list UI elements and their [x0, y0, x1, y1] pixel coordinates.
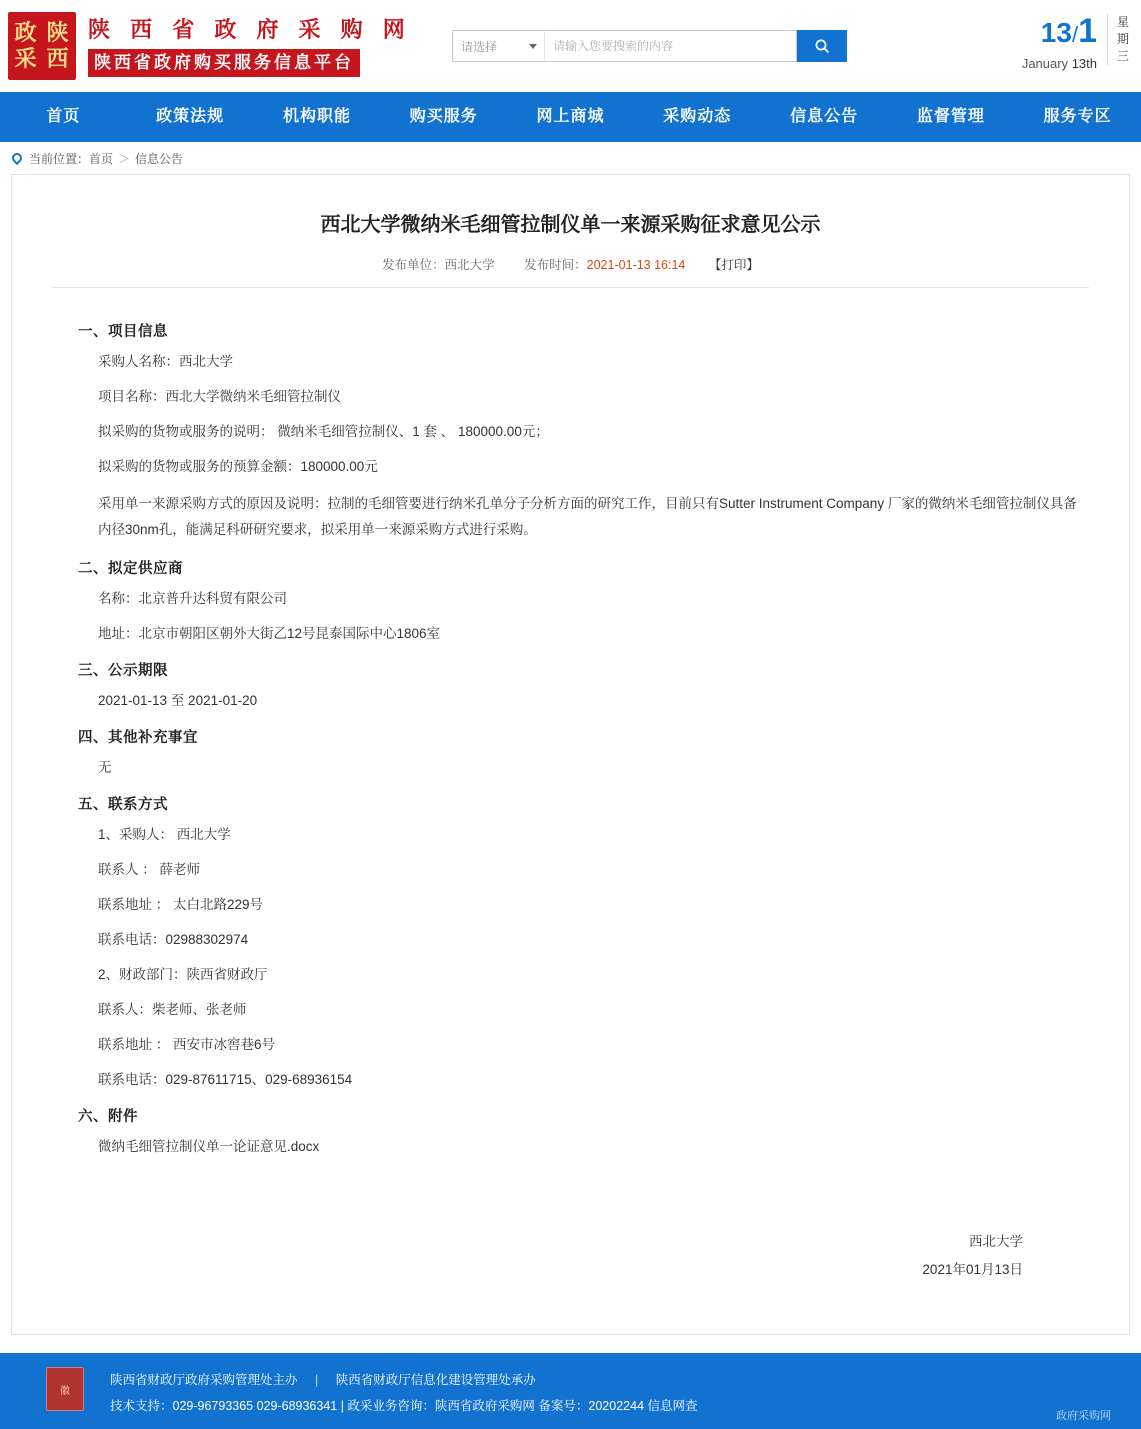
chevron-down-icon — [529, 44, 537, 49]
publish-time-label: 发布时间： — [524, 258, 587, 272]
logo-text — [88, 15, 412, 77]
footer-line-2: 技术支持：029-96793365 029-68936341 | 政采业务咨询：陕西省政府采购网 备案号：20202244 信息网查 — [110, 1399, 698, 1413]
nav-item-policy[interactable]: 政策法规 — [156, 108, 225, 125]
section-5-para-7: 联系地址 ： 西安市冰窖巷6号 — [98, 1037, 276, 1052]
breadcrumb-home-link[interactable]: 首页 — [89, 151, 114, 166]
publish-time-value: 2021-01-13 16:14 — [586, 258, 686, 272]
section-5-para-4: 联系电话：02988302974 — [98, 932, 249, 947]
date-sub — [1022, 54, 1097, 74]
attachment-link[interactable]: 微纳毛细管拉制仪单一论证意见.docx — [98, 1139, 320, 1154]
footer-line-1 — [110, 1367, 1141, 1393]
nav-item-purchase-service[interactable]: 购买服务 — [409, 108, 478, 125]
breadcrumb — [0, 142, 1141, 174]
section-5-para-5: 2、财政部门：陕西省财政厅 — [98, 967, 268, 982]
date-month-num: 1 — [1078, 12, 1097, 50]
breadcrumb-current: 信息公告 — [135, 151, 184, 166]
section-1-para-3: 拟采购的货物或服务的说明： 微纳米毛细管拉制仪、1 套 、 180000.00元； — [98, 424, 549, 439]
logo-badge-char-3: 采 — [14, 46, 38, 71]
nav-item-supervision[interactable]: 监督管理 — [916, 108, 985, 125]
search-icon — [814, 38, 830, 54]
section-1-para-4: 拟采购的货物或服务的预算金额：180000.00元 — [98, 459, 378, 474]
date-weekday: 星 期 三 — [1107, 14, 1127, 65]
section-heading-5: 五、联系方式 — [78, 797, 168, 813]
logo-badge-char-2: 陕 — [46, 20, 70, 45]
search-input[interactable] — [544, 30, 797, 62]
section-1-para-5: 采用单一来源采购方式的原因及说明：拉制的毛细管要进行纳米孔单分子分析方面的研究工作，目前只有Sutter Instrument Company 厂家的微纳米毛细管拉制仪具备内径30nm孔，能满足科研研究要求，拟采用单一来源采购方式进行采购。 — [98, 496, 1077, 537]
date-main — [1022, 14, 1097, 74]
signature-org: 西北大学 — [969, 1234, 1023, 1249]
footer-seal-icon: 徽 — [46, 1367, 84, 1411]
date-numbers — [1022, 14, 1097, 52]
signature-date: 2021年01月13日 — [922, 1262, 1023, 1277]
logo-title: 陕 西 省 政 府 采 购 网 — [88, 17, 412, 42]
publish-time — [524, 258, 689, 272]
footer-divider: | — [315, 1373, 319, 1387]
section-1-para-2: 项目名称：西北大学微纳米毛细管拉制仪 — [98, 389, 341, 404]
section-heading-2: 二、拟定供应商 — [78, 561, 183, 577]
section-5-para-8: 联系电话：029-87611715、029-68936154 — [98, 1072, 353, 1087]
footer-sponsor: 陕西省财政厅政府采购管理处主办 — [110, 1373, 298, 1387]
date-widget — [1021, 12, 1130, 74]
page-title: 西北大学微纳米毛细管拉制仪单一来源采购征求意见公示 — [320, 214, 821, 236]
main-nav — [0, 92, 1141, 142]
article-meta — [52, 255, 1089, 288]
logo-badge-char-4: 西 — [46, 46, 70, 71]
search-category-value: 请选择 — [461, 39, 498, 54]
location-pin-icon — [10, 151, 24, 165]
logo-badge-char-1: 政 — [14, 20, 38, 45]
section-heading-6: 六、附件 — [78, 1109, 138, 1125]
article-card — [11, 174, 1130, 1335]
breadcrumb-separator: ＞ — [118, 151, 131, 166]
search-box[interactable] — [452, 30, 847, 62]
section-heading-3: 三、公示期限 — [78, 663, 168, 679]
date-day: 13 — [1040, 17, 1072, 48]
section-5-para-1: 1、采购人： 西北大学 — [98, 827, 231, 842]
footer-operator: 陕西省财政厅信息化建设管理处承办 — [335, 1373, 536, 1387]
nav-item-online-mall[interactable]: 网上商城 — [536, 108, 605, 125]
section-2-para-1: 名称：北京普升达科贸有限公司 — [98, 591, 287, 606]
footer-text — [110, 1367, 1141, 1419]
logo-subtitle: 陕西省政府购买服务信息平台 — [88, 49, 360, 77]
search-category-select[interactable] — [452, 30, 544, 62]
section-5-para-2: 联系人 ： 薛老师 — [98, 862, 201, 877]
section-5-para-6: 联系人：柴老师、张老师 — [98, 1002, 247, 1017]
site-logo[interactable] — [8, 12, 412, 80]
section-3-para-1: 2021-01-13 至 2021-01-20 — [98, 693, 258, 708]
nav-item-organization[interactable]: 机构职能 — [282, 108, 351, 125]
nav-item-announcements[interactable]: 信息公告 — [790, 108, 859, 125]
section-5-para-3: 联系地址 ： 太白北路229号 — [98, 897, 264, 912]
publish-unit — [382, 258, 498, 272]
date-month-en: January — [1021, 56, 1069, 71]
section-2-para-2: 地址：北京市朝阳区朝外大街乙12号昆泰国际中心1806室 — [98, 626, 441, 641]
section-1-para-1: 采购人名称：西北大学 — [98, 354, 233, 369]
site-footer — [0, 1353, 1141, 1429]
nav-item-service-zone[interactable]: 服务专区 — [1043, 108, 1112, 125]
search-button[interactable] — [797, 30, 847, 62]
signature-block — [52, 1228, 1089, 1284]
date-slash: / — [1071, 22, 1079, 47]
publish-unit-value: 西北大学 — [444, 258, 495, 272]
site-header — [0, 0, 1141, 92]
breadcrumb-prefix: 当前位置： — [29, 151, 90, 166]
section-heading-4: 四、其他补充事宜 — [78, 730, 198, 746]
article-body — [52, 288, 1089, 1284]
date-day-ordinal: 13th — [1071, 56, 1097, 71]
publish-unit-label: 发布单位： — [382, 258, 445, 272]
section-4-para-1: 无 — [98, 760, 112, 775]
footer-right-label: 政府采购网 — [1056, 1410, 1111, 1422]
nav-item-procurement-news[interactable]: 采购动态 — [663, 108, 732, 125]
nav-item-home[interactable]: 首页 — [46, 108, 81, 125]
print-button[interactable]: 【打印】 — [708, 258, 759, 272]
section-heading-1: 一、项目信息 — [78, 324, 168, 340]
logo-badge-icon — [8, 12, 76, 80]
